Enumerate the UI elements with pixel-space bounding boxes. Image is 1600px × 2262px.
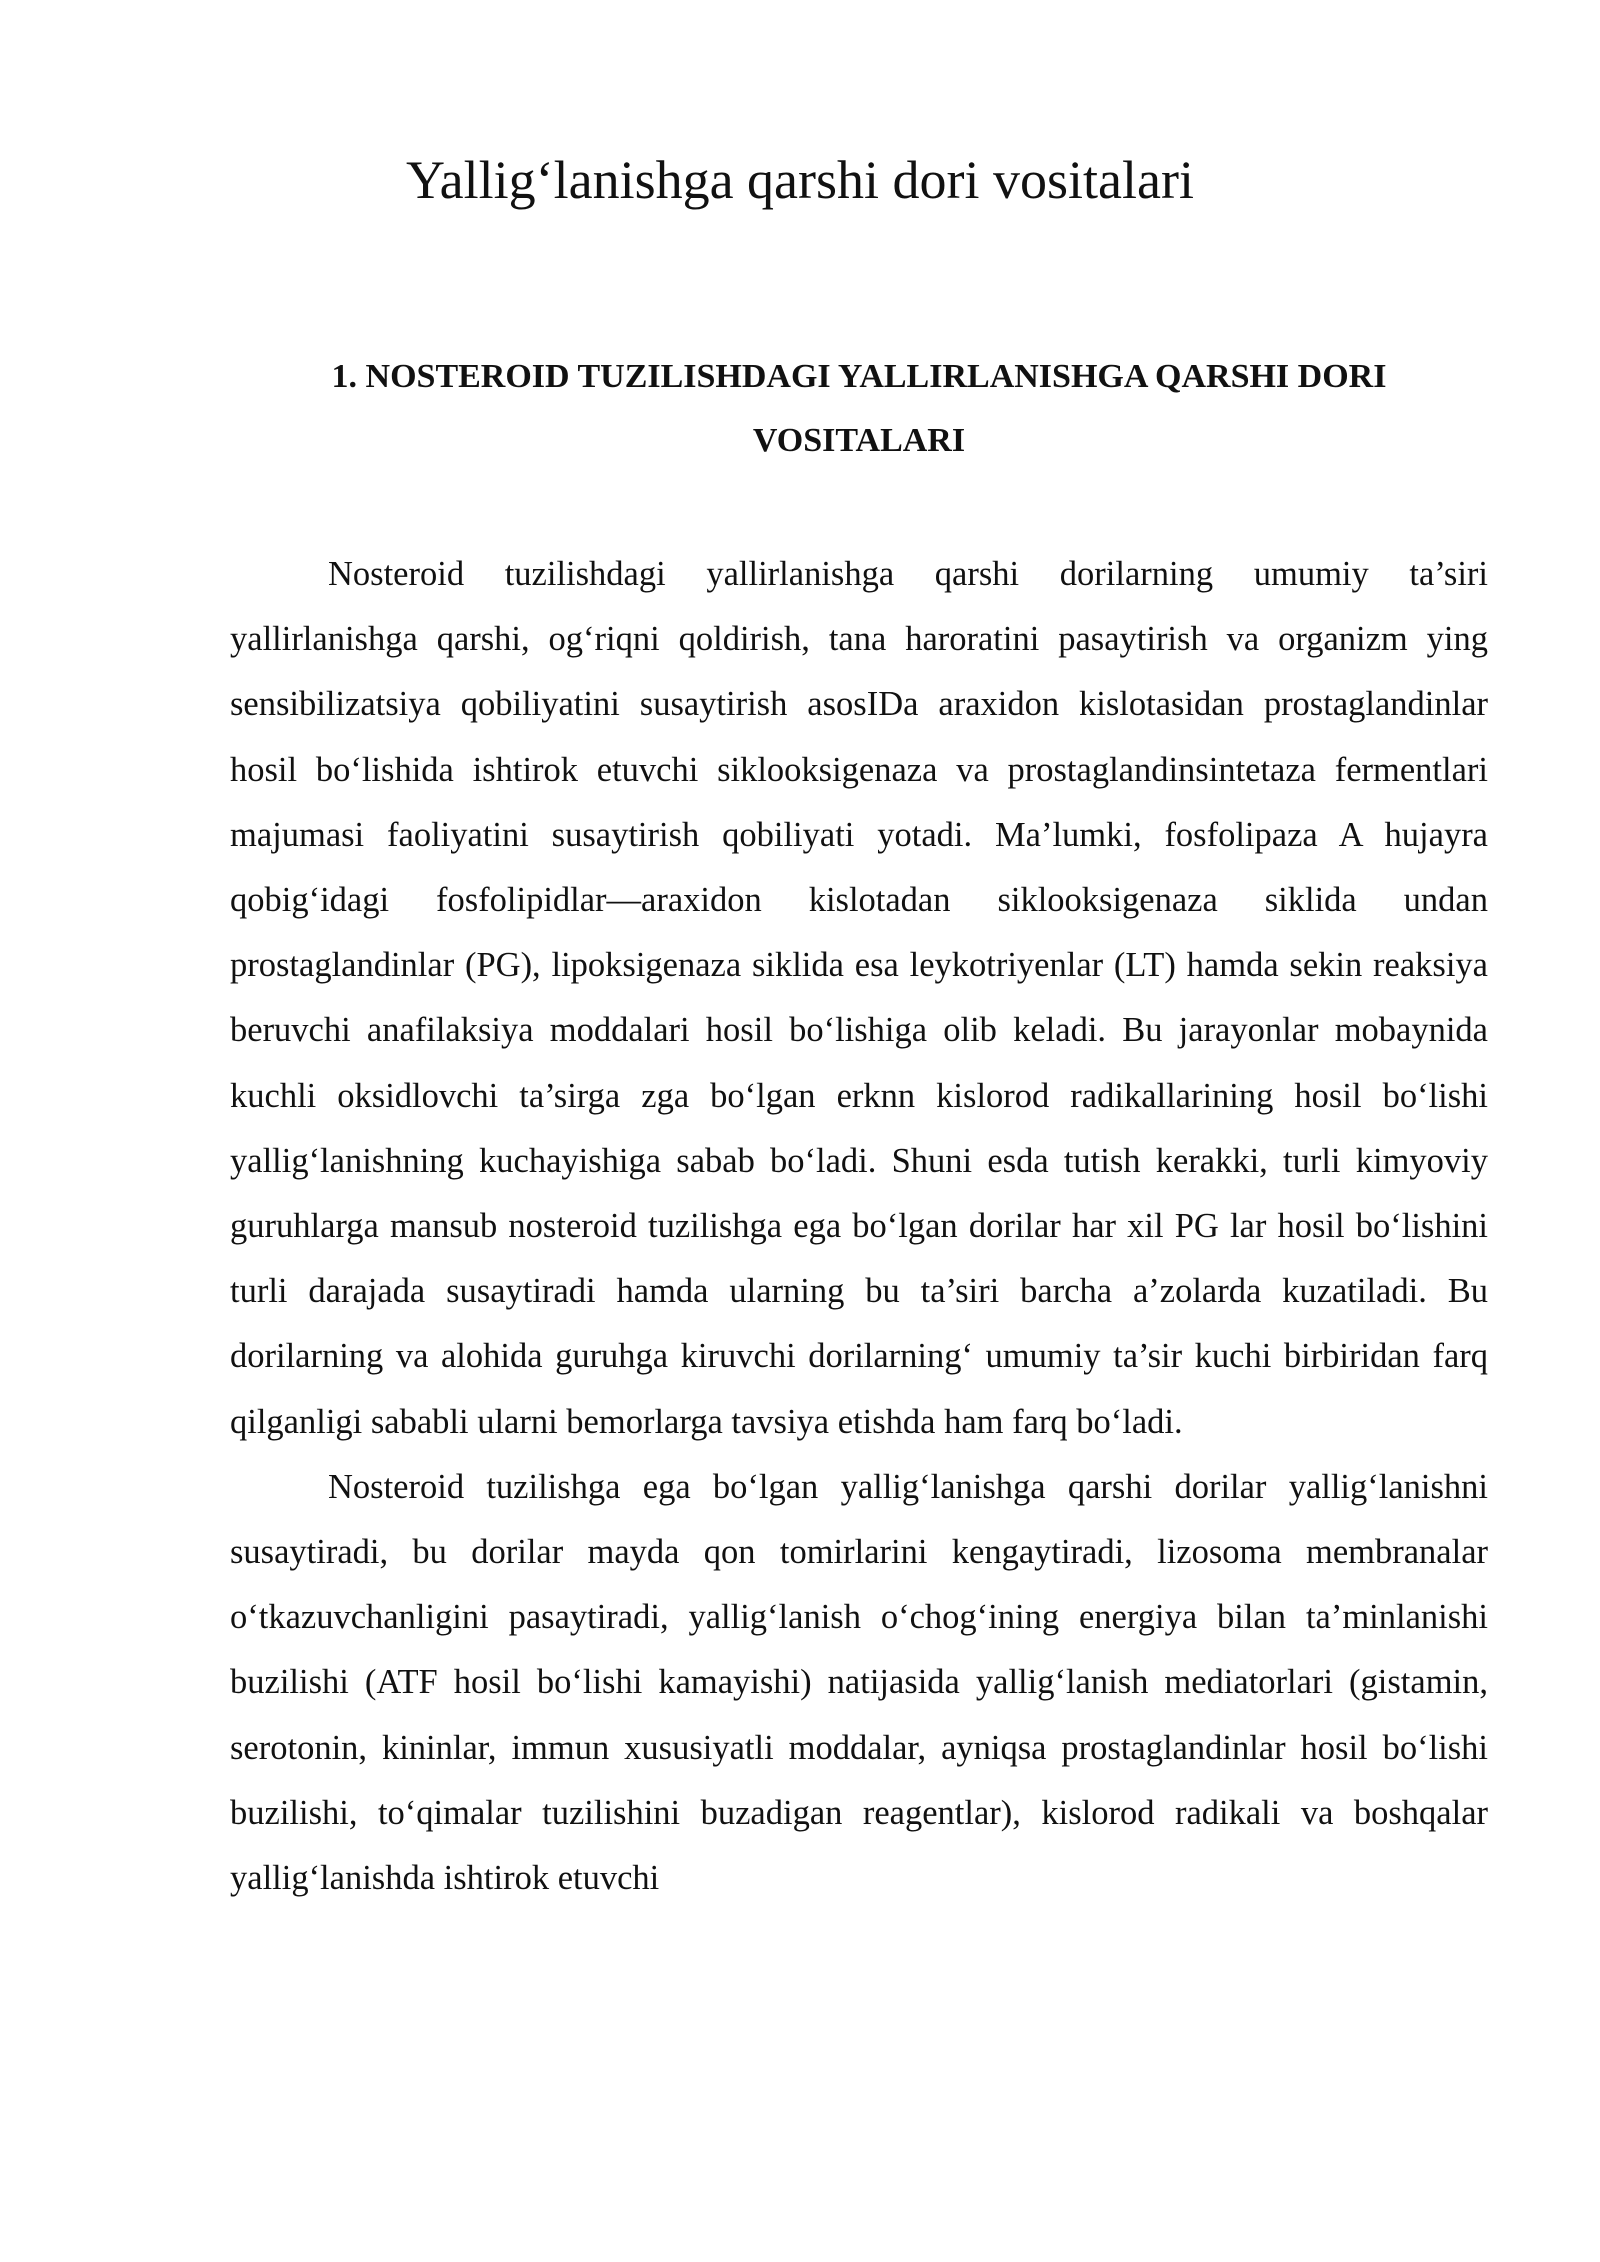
paragraph: Nosteroid tuzilishdagi yallirlanishga qarshi dorilarning umumiy ta’siri yallirlanishga qarshi, og‘riqni qoldirish, tana haroratini pasaytirish va organizm ying sensibilizatsiya qobiliyatini susaytirish asosIDa araxidon kislotasidan prostaglandinlar hosil bo‘lishida ishtirok etuvchi siklooksigenaza va prostaglandinsintetaza fermentlari majumasi faoliyatini susaytirish qobiliyati yotadi. Ma’lumki, fosfolipaza A hujayra qobig‘idagi fosfolipidlar—araxidon kislotadan siklooksigenaza siklida undan prostaglandinlar (PG), lipoksigenaza siklida esa leykotriyenlar (LT) hamda sekin reaksiya beruvchi anafilaksiya moddalari hosil bo‘lishiga olib keladi. Bu jarayonlar mobaynida kuchli oksidlovchi ta’sirga zga bo‘lgan erknn kislorod radikallarining hosil bo‘lishi yallig‘lanishning kuchayishiga sabab bo‘ladi. Shuni esda tutish kerakki, turli kimyoviy guruhlarga mansub nosteroid tuzilishga ega bo‘lgan dorilar har xil PG lar hosil bo‘lishini turli darajada susaytiradi hamda ularning bu ta’siri barcha a’zolarda kuzatiladi. Bu dorilarning va alohida guruhga kiruvchi dorilarning‘ umumiy ta’sir kuchi birbiridan farq qilganligi sababli ularni bemorlarga tavsiya etishda ham farq bo‘ladi. [230,555,1488,1441]
section-heading: 1. NOSTEROID TUZILISHDAGI YALLIRLANISHGA QARSHI DORI VOSITALARI [331,358,1387,459]
document-title: Yallig‘lanishga qarshi dori vositalari [406,150,1194,210]
body-text [230,542,1488,1911]
paragraph: Nosteroid tuzilishga ega bo‘lgan yallig‘lanishga qarshi dorilar yallig‘lanishni susaytiradi, bu dorilar mayda qon tomirlarini kengaytiradi, lizosoma membranalar o‘tkazuvchanligini pasaytiradi, yallig‘lanish o‘chog‘ining energiya bilan ta’minlanishi buzilishi (ATF hosil bo‘lishi kamayishi) natijasida yallig‘lanish mediatorlari (gistamin, serotonin, kininlar, immun xususiyatli moddalar, ayniqsa prostaglandinlar hosil bo‘lishi buzilishi, to‘qimalar tuzilishini buzadigan reagentlar), kislorod radikali va boshqalar yallig‘lanishda ishtirok etuvchi [230,1467,1488,1898]
